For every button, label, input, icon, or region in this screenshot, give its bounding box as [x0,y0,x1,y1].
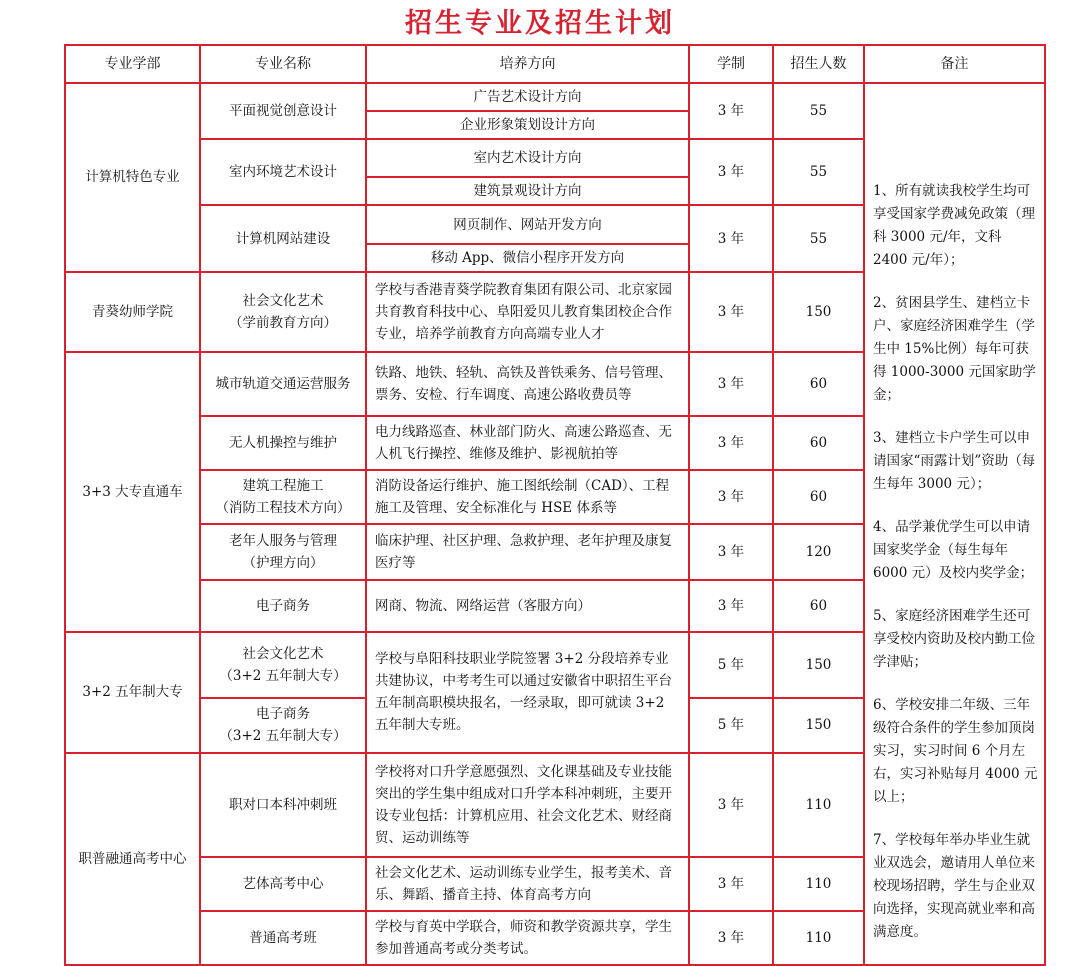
direction-cell: 建筑景观设计方向 [366,177,689,205]
duration-cell: 3 年 [689,857,773,911]
count-cell: 150 [773,698,864,753]
department-cell: 职普融通高考中心 [65,753,200,965]
major-name: 建筑工程施工 [242,478,324,495]
header-direction: 培养方向 [366,45,689,83]
major-cell: 无人机操控与维护 [200,416,366,470]
duration-cell: 3 年 [689,580,773,632]
major-name: 电子商务 [256,706,310,723]
duration-cell: 3 年 [689,524,773,580]
page-title: 招生专业及招生计划 [405,8,675,39]
count-cell: 60 [773,580,864,632]
direction-cell: 社会文化艺术、运动训练专业学生，报考美术、音乐、舞蹈、播音主持、体育高考方向 [366,857,689,911]
count-cell: 55 [773,139,864,205]
major-name: 老年人服务与管理 [229,533,337,550]
count-cell: 150 [773,272,864,352]
duration-cell: 3 年 [689,753,773,857]
major-subtitle: （3+2 五年制大专） [219,667,347,684]
direction-cell: 企业形象策划设计方向 [366,111,689,139]
major-subtitle: （3+2 五年制大专） [219,728,347,745]
major-subtitle: （学前教育方向） [229,314,337,331]
major-cell: 普通高考班 [200,911,366,965]
header-department: 专业学部 [65,45,200,83]
major-name: 社会文化艺术 [242,645,324,662]
direction-cell: 电力线路巡查、林业部门防火、高速公路巡查、无人机飞行操控、维修及维护、影视航拍等 [366,416,689,470]
department-cell: 3+3 大专直通车 [65,352,200,632]
duration-cell: 3 年 [689,83,773,139]
major-cell [200,272,366,352]
remark-item: 5、家庭经济困难学生还可享受校内资助及校内勤工俭学津贴； [873,608,1035,670]
count-cell: 110 [773,753,864,857]
direction-cell: 学校与育英中学联合，师资和教学资源共享，学生参加普通高考或分类考试。 [366,911,689,965]
remark-item: 7、学校每年举办毕业生就业双选会，邀请用人单位来校现场招聘，学生与企业双向选择，实现高就业率和高满意度。 [873,832,1035,940]
count-cell: 55 [773,83,864,139]
direction-cell: 铁路、地铁、轻轨、高铁及普铁乘务、信号管理、票务、安检、行车调度、高速公路收费员等 [366,352,689,416]
major-cell [200,632,366,697]
header-enrollment: 招生人数 [773,45,864,83]
major-cell: 计算机网站建设 [200,205,366,271]
major-cell: 室内环境艺术设计 [200,139,366,205]
remark-item: 4、品学兼优学生可以申请国家奖学金（每生每年 6000 元）及校内奖学金； [873,519,1034,581]
header-major: 专业名称 [200,45,366,83]
direction-cell: 消防设备运行维护、施工图纸绘制（CAD）、工程施工及管理、安全标准化与 HSE 体系等 [366,470,689,524]
major-subtitle: （护理方向） [242,555,324,572]
duration-cell: 3 年 [689,272,773,352]
remark-item: 6、学校安排二年级、三年级符合条件的学生参加顶岗实习，实习时间 6 个月左右，实习补贴每月 4000 元以上； [873,697,1038,805]
major-cell: 城市轨道交通运营服务 [200,352,366,416]
department-cell: 计算机特色专业 [65,83,200,272]
duration-cell: 3 年 [689,911,773,965]
duration-cell: 3 年 [689,470,773,524]
direction-cell: 室内艺术设计方向 [366,139,689,177]
count-cell: 110 [773,857,864,911]
duration-cell: 3 年 [689,139,773,205]
count-cell: 60 [773,470,864,524]
direction-cell: 学校与香港青葵学院教育集团有限公司、北京家园共育教育科技中心、阜阳爱贝儿教育集团校企合作专业，培养学前教育方向高端专业人才 [366,272,689,352]
count-cell: 60 [773,352,864,416]
remark-item: 3、建档立卡户学生可以申请国家“雨露计划”资助（每生每年 3000 元）； [873,430,1036,492]
count-cell: 120 [773,524,864,580]
direction-cell: 网页制作、网站开发方向 [366,205,689,243]
enrollment-table [64,44,1046,966]
direction-cell: 广告艺术设计方向 [366,83,689,111]
direction-cell: 临床护理、社区护理、急救护理、老年护理及康复医疗等 [366,524,689,580]
direction-cell: 网商、物流、网络运营（客服方向） [366,580,689,632]
count-cell: 110 [773,911,864,965]
duration-cell: 5 年 [689,698,773,753]
direction-cell: 移动 App、微信小程序开发方向 [366,244,689,272]
remark-item: 1、所有就读我校学生均可享受国家学费减免政策（理科 3000 元/年，文科 2400 元/年）； [873,183,1035,268]
duration-cell: 3 年 [689,416,773,470]
remark-item: 2、贫困县学生、建档立卡户、家庭经济困难学生（学生中 15%比例）每年可获得 1000-3000 元国家助学金； [873,295,1036,403]
department-cell: 3+2 五年制大专 [65,632,200,752]
count-cell: 150 [773,632,864,697]
direction-cell: 学校将对口升学意愿强烈、文化课基础及专业技能突出的学生集中组成对口升学本科冲刺班，主要开设专业包括：计算机应用、社会文化艺术、财经商贸、运动训练等 [366,753,689,857]
remarks-cell [864,83,1045,965]
count-cell: 60 [773,416,864,470]
header-duration: 学制 [689,45,773,83]
count-cell: 55 [773,205,864,271]
major-cell: 艺体高考中心 [200,857,366,911]
major-cell: 电子商务 [200,580,366,632]
direction-cell: 学校与阜阳科技职业学院签署 3+2 分段培养专业共建协议，中考考生可以通过安徽省中职招生平台五年制高职模块报名，一经录取，即可就读 3+2 五年制大专班。 [366,632,689,752]
major-subtitle: （消防工程技术方向） [215,500,351,517]
major-cell: 职对口本科冲刺班 [200,753,366,857]
header-remarks: 备注 [864,45,1045,83]
major-name: 社会文化艺术 [242,292,324,309]
table-row [65,83,1045,111]
major-cell [200,470,366,524]
major-cell: 平面视觉创意设计 [200,83,366,139]
table-header-row [65,45,1045,83]
duration-cell: 3 年 [689,205,773,271]
department-cell: 青葵幼师学院 [65,272,200,352]
duration-cell: 3 年 [689,352,773,416]
major-cell [200,524,366,580]
major-cell [200,698,366,753]
duration-cell: 5 年 [689,632,773,697]
